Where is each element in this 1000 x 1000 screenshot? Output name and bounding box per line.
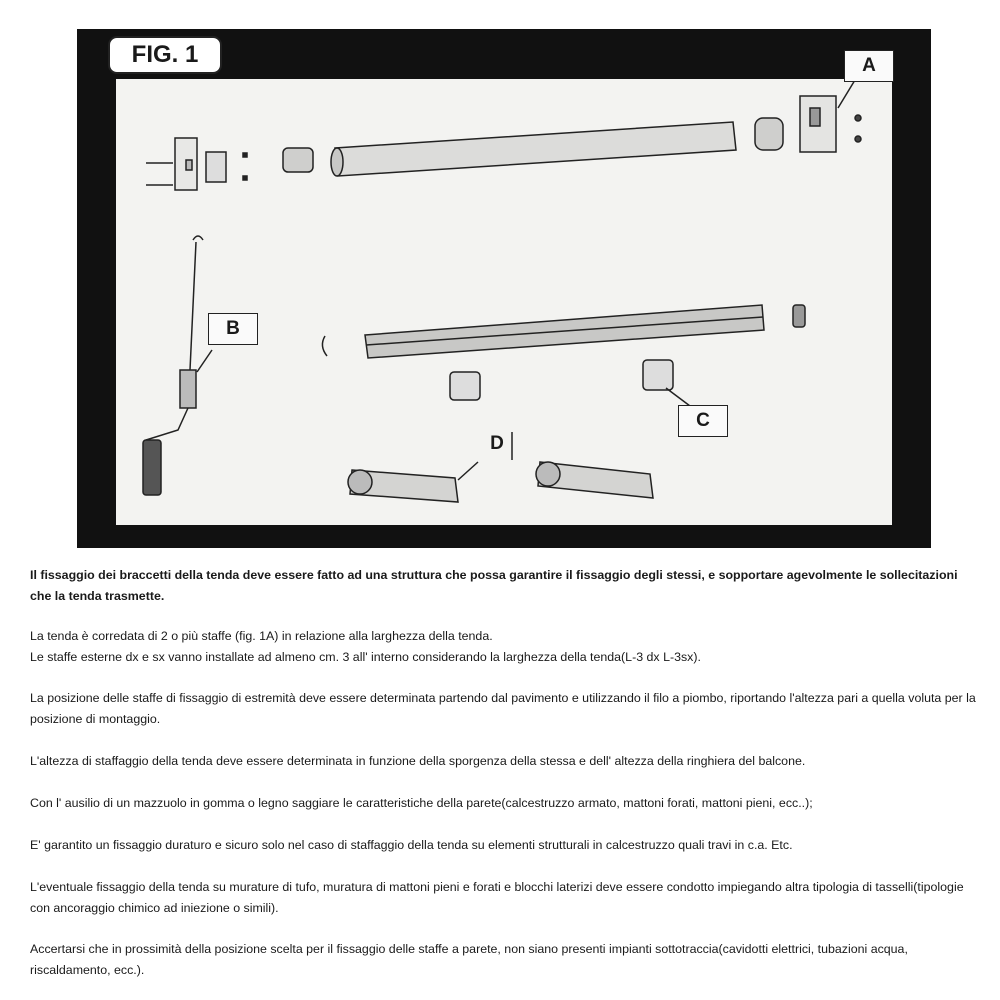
paragraph-6 [30, 877, 980, 919]
right-bracket [800, 80, 861, 152]
paragraph-4 [30, 793, 980, 814]
end-cap [283, 148, 313, 172]
paragraph-5 [30, 835, 980, 856]
paragraph-2-text: La posizione delle staffe di fissaggio di estremità deve essere determinata partendo dal pavimento e utilizzando il filo a piombo, riportando l'altezza pari a quella voluta per la posizione di montaggio. [30, 691, 976, 726]
tube-plug [755, 118, 783, 150]
callout-b: B [208, 313, 258, 345]
paragraph-1 [30, 626, 980, 668]
paragraph-4-text: Con l' ausilio di un mazzuolo in gomma o legno saggiare le caratteristiche della parete(calcestruzzo armato, mattoni forati, mattoni pieni, ecc..); [30, 796, 813, 810]
front-bar [322, 305, 805, 358]
paragraph-3 [30, 751, 980, 772]
paragraph-5-text: E' garantito un fissaggio duraturo e sicuro solo nel caso di staffaggio della tenda su elementi strutturali in calcestruzzo quali travi in c.a. Etc. [30, 838, 793, 852]
callout-d: D [490, 433, 504, 454]
paragraph-7 [30, 939, 980, 981]
intro-paragraph [30, 565, 980, 607]
support-brackets [450, 360, 690, 406]
intro-text: Il fissaggio dei braccetti della tenda deve essere fatto ad una struttura che possa garantire il fissaggio degli stessi, e sopportare agevolmente le sollecitazioni che la tenda trasmette. [30, 568, 958, 603]
callout-a: A [844, 50, 894, 82]
callout-c: C [678, 405, 728, 437]
paragraph-3-text: L'altezza di staffaggio della tenda deve essere determinata in funzione della sporgenza della stessa e dell' altezza della ringhiera del balcone. [30, 754, 806, 768]
paragraph-1-line-1: La tenda è corredata di 2 o più staffe (fig. 1A) in relazione alla larghezza della tenda. [30, 629, 493, 643]
crank-handle [143, 236, 212, 495]
paragraph-1-line-2: Le staffe esterne dx e sx vanno installate ad almeno cm. 3 all' interno considerando la larghezza della tenda(L-3 dx L-3sx). [30, 650, 701, 664]
roller-tube [331, 122, 736, 176]
left-bracket [146, 138, 247, 190]
paragraph-2 [30, 688, 980, 730]
paragraph-6-text: L'eventuale fissaggio della tenda su murature di tufo, muratura di mattoni pieni e forati e blocchi laterizi deve essere condotto impiegando altra tipologia di tasselli(tipologie con ancoraggio chimico ad iniezione o simili). [30, 880, 964, 915]
figure-title: FIG. 1 [108, 36, 222, 74]
paragraph-7-text: Accertarsi che in prossimità della posizione scelta per il fissaggio delle staffe a parete, non siano presenti impianti sottotraccia(cavidotti elettrici, tubazioni acqua, riscaldamento, ecc.). [30, 942, 908, 977]
